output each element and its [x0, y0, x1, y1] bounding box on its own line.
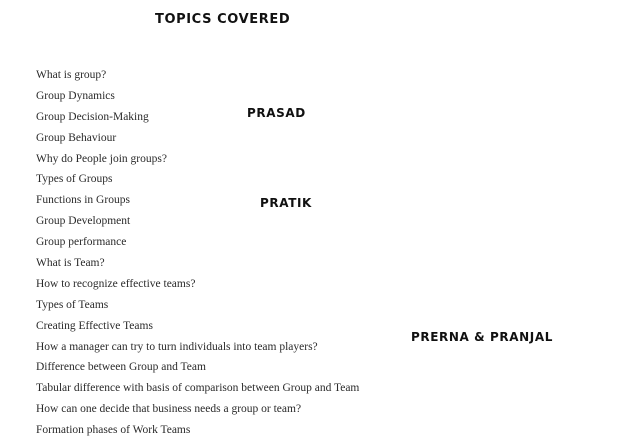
topic-item: Group Development — [36, 215, 131, 228]
topic-item: How to recognize effective teams? — [36, 277, 196, 290]
topic-item: Group Behaviour — [36, 131, 117, 144]
topic-item: Types of Teams — [36, 298, 109, 311]
topic-item: Group Decision-Making — [36, 110, 149, 123]
presenter-label-prerna-pranjal: PRERNA & PRANJAL — [411, 330, 553, 344]
topic-item: What is group? — [36, 69, 107, 81]
topic-item: Types of Groups — [36, 173, 113, 186]
topic-item: How a manager can try to turn individuals into team players? — [36, 340, 318, 353]
topic-item: Group performance — [36, 236, 127, 249]
topic-item: Creating Effective Teams — [36, 319, 153, 332]
topic-item: Difference between Group and Team — [36, 361, 206, 374]
presenter-label-pratik: PRATIK — [260, 196, 312, 210]
topic-item: Why do People join groups? — [36, 152, 167, 165]
page-title: TOPICS COVERED — [155, 12, 291, 27]
topics-list — [36, 65, 359, 441]
topic-item: What is Team? — [36, 257, 105, 270]
presenter-label-prasad: PRASAD — [247, 106, 306, 120]
topic-item: Functions in Groups — [36, 194, 130, 207]
topic-item: How can one decide that business needs a group or team? — [36, 403, 302, 416]
topic-item: Group Dynamics — [36, 89, 115, 102]
topic-item: Formation phases of Work Teams — [36, 424, 191, 437]
topic-item: Tabular difference with basis of comparison between Group and Team — [36, 382, 360, 395]
